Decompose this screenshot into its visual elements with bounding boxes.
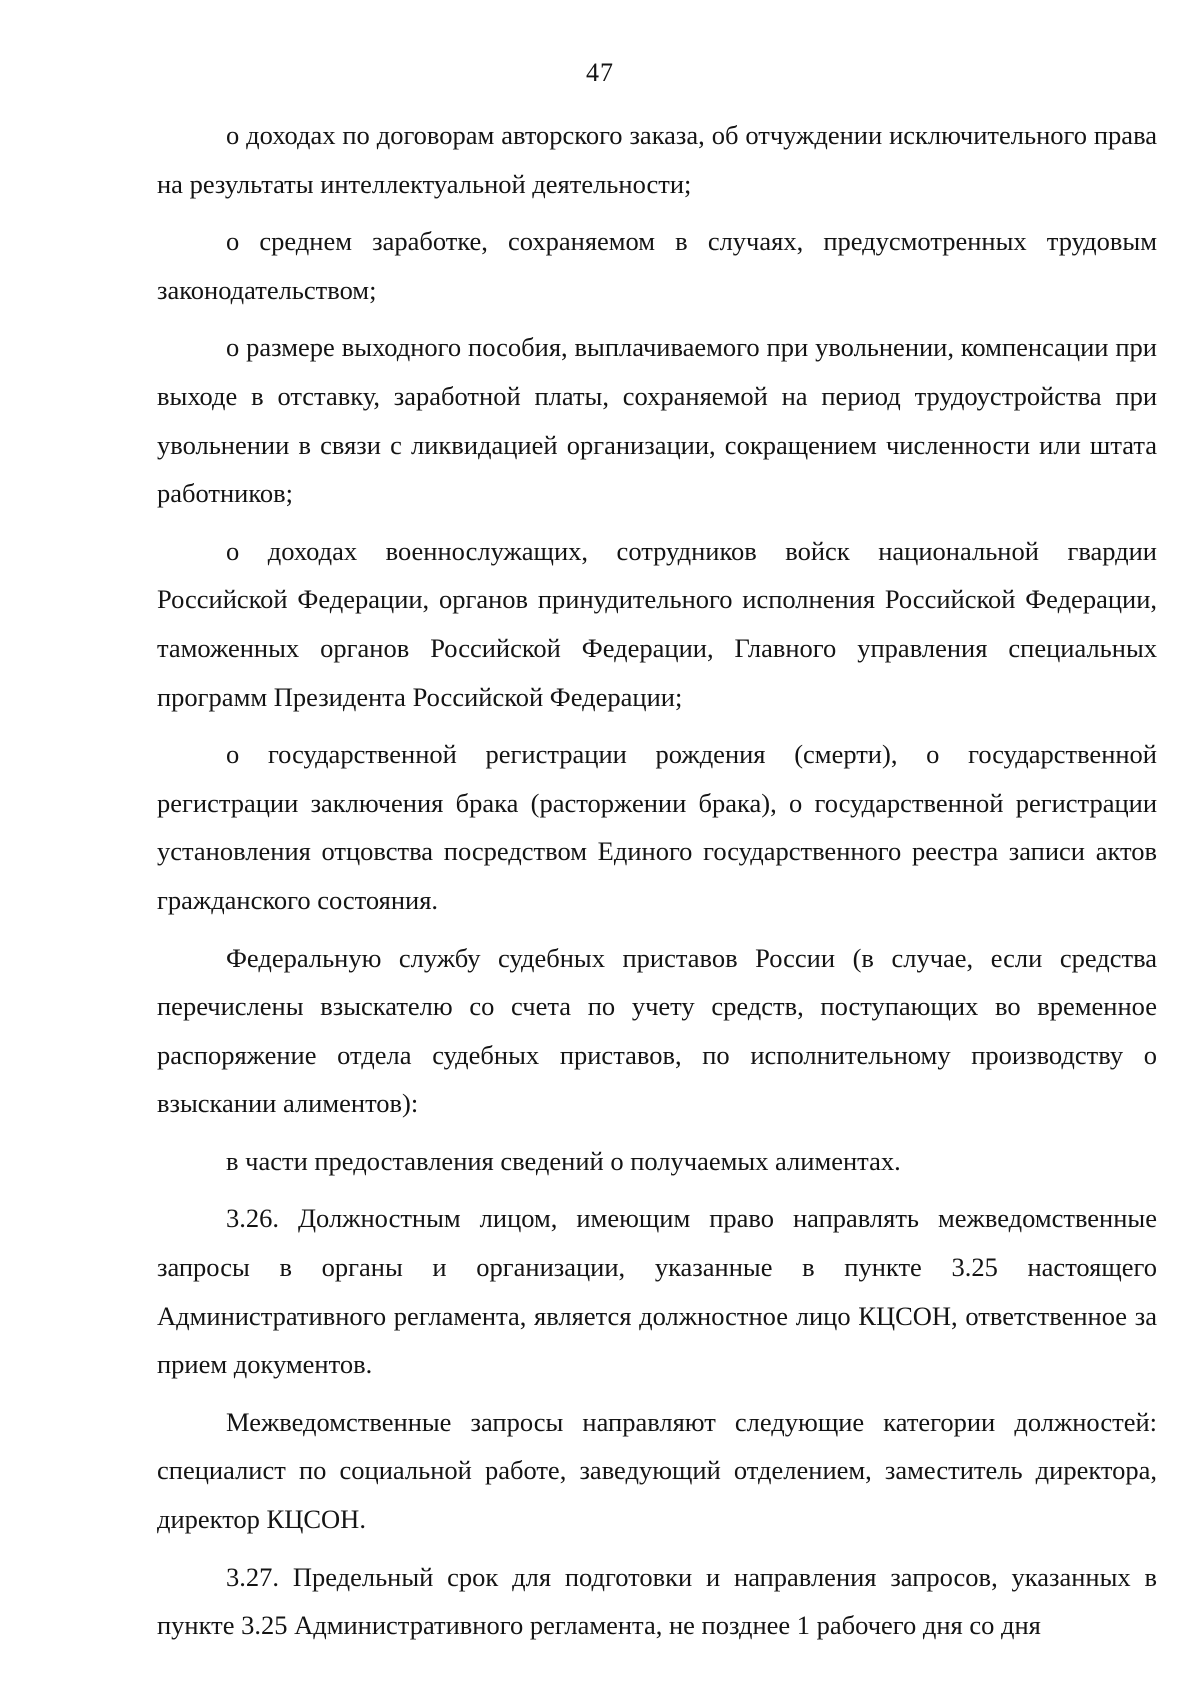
paragraph-military-income: о доходах военнослужащих, сотрудников войск национальной гвардии Российской Федерации, органов принудительного исполнения Российской Федерации, таможенных органов Российской Федерации, Главного управления специальных программ Президента Российской Федерации; (157, 535, 1157, 712)
document-body (157, 111, 1157, 1659)
paragraph-bailiff-service: Федеральную службу судебных приставов России (в случае, если средства перечислены взыскателю со счета по учету средств, поступающих во временное распоряжение отдела судебных приставов, по исполнительному производству о взыскании алиментов): (157, 942, 1157, 1119)
paragraph-alimony-info: в части предоставления сведений о получаемых алиментах. (226, 1145, 901, 1176)
paragraph-section-3-26: 3.26. Должностным лицом, имеющим право направлять межведомственные запросы в органы и организации, указанные в пункте 3.25 настоящего Административного регламента, является должностное лицо КЦСОН, ответственное за прием документов. (157, 1203, 1157, 1380)
paragraph-severance-pay: о размере выходного пособия, выплачиваемого при увольнении, компенсации при выходе в отставку, заработной платы, сохраняемой на период трудоустройства при увольнении в связи с ликвидацией организации, сокращением численности или штата работников; (157, 332, 1157, 509)
paragraph-request-positions: Межведомственные запросы направляют следующие категории должностей: специалист по социальной работе, заведующий отделением, заместитель директора, директор КЦСОН. (157, 1406, 1157, 1535)
paragraph-author-income: о доходах по договорам авторского заказа, об отчуждении исключительного права на результаты интеллектуальной деятельности; (157, 120, 1157, 199)
page-number: 47 (586, 58, 614, 87)
paragraph-section-3-27: 3.27. Предельный срок для подготовки и направления запросов, указанных в пункте 3.25 Административного регламента, не позднее 1 рабочего дня со дня (157, 1561, 1157, 1641)
paragraph-civil-registration: о государственной регистрации рождения (смерти), о государственной регистрации заключения брака (расторжении брака), о государственной регистрации установления отцовства посредством Единого государственного реестра записи актов гражданского состояния. (157, 739, 1157, 915)
paragraph-average-earnings: о среднем заработке, сохраняемом в случаях, предусмотренных трудовым законодательством; (157, 226, 1157, 305)
